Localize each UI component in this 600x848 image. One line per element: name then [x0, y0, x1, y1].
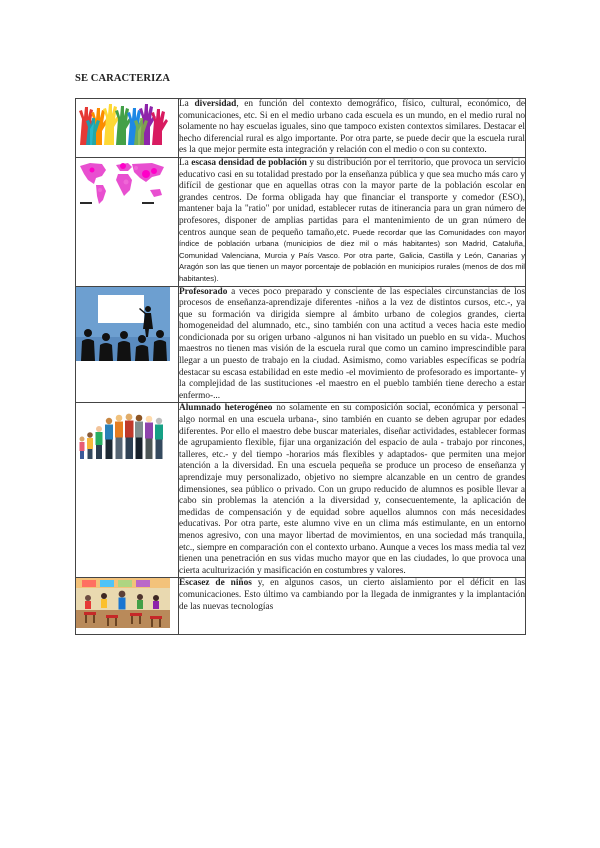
table-row — [76, 286, 526, 403]
row-description: a veces poco preparado y consciente de las especiales circunstancias de los procesos de enseñanza-aprendizaje diferentes -niños a la vez de distintos cursos, etc.-, ya que su formación va dirigida siempre al ámbito urbano de colegios grandes, cierta homogeneidad del alumnado, etc., sino también con una actitud a veces hacia este medio condicionada por su origen urbano -algunos ni han visitado un pueblo en su vida-. Muchos maestros no tienen mas visión de la escuela rural que como un camino imprescindible para llegar a un puesto de trabajo en la ciudad. Asimismo, como variables específicas se podría destacar su escasa estabilidad en este medio -el movimiento de profesorado es importante- y la complejidad de las sustituciones -el maestro en el pueblo también tiene derecho a estar enfermo-... — [179, 286, 525, 401]
raised-hands-image — [76, 99, 170, 145]
row-keyword: Alumnado heterogéneo — [179, 403, 273, 414]
table-row — [76, 403, 526, 578]
row-description: y su distribución por el territorio, que provoca un servicio educativo casi en su totalidad prestado por la enseñanza pública y que sea mucho más caro y difícil de gestionar que en aquellas otras con la mayor parte de la población escolar en grandes centros. De forma obligada hay que financiar el transporte y comedor (ESO), mantener baja la "ratio" por unidad, establecer rutas de itinerancia para un gran número de profesores, disponer de amplias partidas para el mantenimiento de un gran número de centros aunque sean de pequeño tamaño,etc. — [179, 157, 525, 238]
characteristics-table — [75, 98, 526, 635]
row-lead-text: La — [179, 99, 195, 109]
row-footnote: Puede recordar que las Comunidades con mayor índice de población urbana (municipios de diez mil o más habitantes) son Madrid, Cataluña, Comunidad Valenciana, Murcia y País Vasco. Por otra parte, Galicia, Castilla y León, Canarias y Aragón son las que tienen un mayor porcentaje de población en municipios rurales (menos de dos mil habitantes). — [179, 227, 526, 283]
row-lead-text: La — [179, 157, 192, 168]
row-keyword: Profesorado — [179, 286, 228, 297]
table-row — [76, 157, 526, 286]
world-map-image — [76, 158, 170, 206]
row-text-cell — [179, 99, 526, 158]
row-text-cell — [179, 403, 526, 578]
row-description: no solamente en su composición social, económica y personal - algo normal en una escuela urbana-, sino también en cuanto se deben agrupar por edades diferentes. Por ello el maestro debe buscar materiales, diseñar actividades, establecer formas de agrupamiento flexible, fijar una organización del espacio de aula - trabajo por rincones, talleres, etc.- y del tiempo -horarios más flexibles y adaptados- que permiten una mejor atención a la diversidad. En una escuela pequeña se produce un proceso de enseñanza y aprendizaje muy personalizado, objetivo no siempre alcanzable en un centro de grandes dimensiones, sea público o privado. Con un grupo reducido de alumnos es posible llevar a cabo sin problemas la atención a la diversidad y, consecuentemente, la aplicación de medidas de compensación y de equidad sobre aquellos alumnos con más necesidades educativas. Por otra parte, este alumno vive en un clima más estimulante, en un entorno menos agresivo, con una mayor libertad de movimientos, en una sociedad más tranquila, etc., siempre en comparación con el contexto urbano. Aunque a veces los mass media tal vez tienen una penetración en sus vidas mucho mayor que en las ciudades, lo que provoca una cierta aculturización y masificación en costumbres y valores. — [179, 403, 525, 576]
table-row — [76, 99, 526, 158]
row-keyword: diversidad — [194, 99, 237, 109]
row-text-cell — [179, 578, 526, 635]
classroom-image — [76, 578, 170, 628]
row-image-cell — [76, 286, 179, 403]
row-keyword: Escasez de niños — [179, 578, 252, 589]
row-description: y, en algunos casos, un cierto aislamiento por el déficit en las comunicaciones. Esto último va cambiando por la llegada de inmigrantes y la implantación de las nuevas tecnologías — [179, 578, 525, 612]
row-text-cell — [179, 286, 526, 403]
row-keyword: escasa densidad de población — [191, 157, 307, 168]
row-image-cell — [76, 403, 179, 578]
row-description: , en función del contexto demográfico, físico, cultural, económico, de comunicaciones, etc. Si en el medio urbano cada escuela es un mundo, en el medio rural no solamente no hay escuelas iguales, sino que tampoco existen contextos similares. Destacar el hecho diferencial rural es algo importante. Por otra parte, se puede decir que la escuela rural es la que mejor permite esta integración y relación con el medio o con su contexto. — [179, 99, 525, 156]
teacher-class-image — [76, 287, 170, 361]
row-image-cell — [76, 99, 179, 158]
row-text-cell — [179, 157, 526, 286]
page-title: SE CARACTERIZA — [75, 73, 171, 84]
table-row — [76, 578, 526, 635]
row-image-cell — [76, 578, 179, 635]
row-image-cell — [76, 157, 179, 286]
people-group-image — [76, 403, 170, 461]
